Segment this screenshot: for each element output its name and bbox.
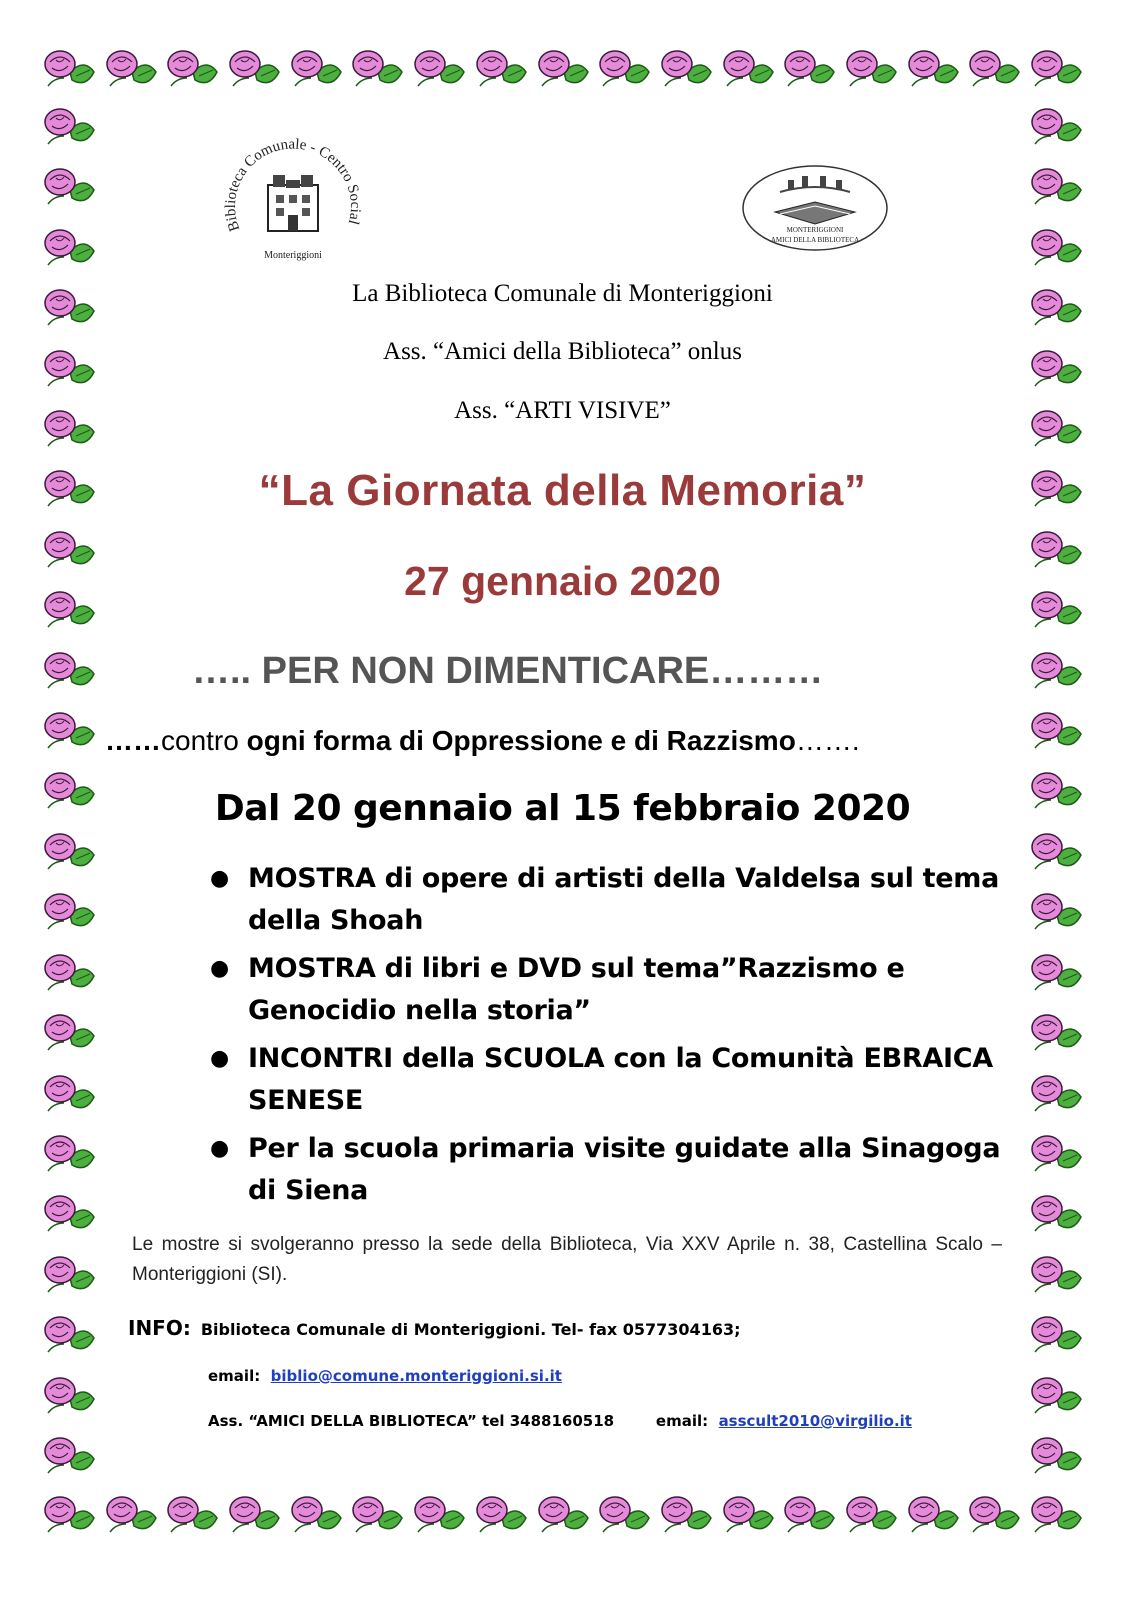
rose-icon (40, 42, 98, 98)
border-left (40, 100, 98, 1485)
association-contact-text: Ass. “AMICI DELLA BIBLIOTECA” tel 3488160518 (208, 1412, 615, 1430)
rose-icon (40, 100, 98, 156)
event-item-text: INCONTRI della SCUOLA con la Comunità EBRAICA SENESE (248, 1043, 993, 1116)
rose-icon (40, 342, 98, 398)
rose-icon (472, 1488, 530, 1544)
rose-icon (780, 42, 838, 98)
organizer-friends-association: Ass. “Amici della Biblioteca” onlus (383, 338, 742, 365)
rose-icon (1027, 1006, 1085, 1062)
rose-icon (40, 583, 98, 639)
rose-icon (163, 42, 221, 98)
library-email-link[interactable]: biblio@comune.monteriggioni.si.it (270, 1367, 562, 1385)
bullet-icon: ● (210, 1136, 229, 1161)
rose-icon (40, 1006, 98, 1062)
rose-icon (40, 764, 98, 820)
rose-icon (40, 644, 98, 700)
association-logo-text-bottom: AMICI DELLA BIBLIOTECA (770, 236, 860, 244)
slogan: ….. PER NON DIMENTICARE……… (192, 650, 824, 692)
rose-icon (40, 281, 98, 337)
rose-icon (1027, 1187, 1085, 1243)
rose-icon (595, 42, 653, 98)
exhibition-period: Dal 20 gennaio al 15 febbraio 2020 (214, 788, 911, 829)
rose-icon (1027, 402, 1085, 458)
rose-icon (40, 1488, 98, 1544)
rose-icon (40, 462, 98, 518)
rose-icon (40, 704, 98, 760)
rose-icon (410, 42, 468, 98)
rose-icon (225, 1488, 283, 1544)
association-contact-line (208, 1412, 912, 1430)
rose-icon (1027, 825, 1085, 881)
library-logo (218, 130, 368, 280)
bullet-icon: ● (210, 866, 229, 891)
venue-text: Le mostre si svolgeranno presso la sede della Biblioteca, Via XXV Aprile n. 38, Castellina Scalo – Monteriggioni (SI). (132, 1234, 1002, 1285)
rose-icon (40, 402, 98, 458)
rose-icon (1027, 764, 1085, 820)
against-line (105, 725, 860, 757)
rose-icon (534, 42, 592, 98)
against-dots-right: ……. (795, 725, 860, 756)
event-title: “La Giornata della Memoria” (258, 466, 867, 515)
rose-icon (1027, 583, 1085, 639)
rose-icon (1027, 342, 1085, 398)
rose-icon (965, 42, 1023, 98)
rose-icon (1027, 1067, 1085, 1123)
rose-icon (1027, 160, 1085, 216)
rose-icon (40, 1067, 98, 1123)
border-top (40, 42, 1085, 100)
rose-icon (657, 42, 715, 98)
rose-icon (102, 1488, 160, 1544)
rose-icon (40, 1308, 98, 1364)
against-strong-text: ogni forma di Oppressione e di Razzismo (238, 725, 796, 756)
rose-icon (40, 1429, 98, 1485)
rose-icon (719, 1488, 777, 1544)
rose-icon (40, 1187, 98, 1243)
rose-icon (287, 1488, 345, 1544)
rose-icon (287, 42, 345, 98)
rose-icon (40, 1127, 98, 1183)
library-logo-arc-text: Biblioteca Comunale - Centro Social (222, 136, 364, 234)
library-email-line (208, 1367, 562, 1385)
email-label: email: (655, 1412, 709, 1430)
rose-icon (842, 1488, 900, 1544)
rose-icon (1027, 100, 1085, 156)
bullet-icon: ● (210, 956, 229, 981)
rose-icon (719, 42, 777, 98)
rose-icon (40, 1248, 98, 1304)
rose-icon (40, 221, 98, 277)
rose-icon (1027, 462, 1085, 518)
library-logo-caption: Monteriggioni (264, 250, 322, 261)
event-list (210, 858, 1010, 1218)
email-label: email: (208, 1367, 261, 1385)
rose-icon (1027, 1488, 1085, 1544)
rose-icon (965, 1488, 1023, 1544)
list-item (210, 1128, 1010, 1212)
rose-icon (348, 1488, 406, 1544)
against-word: contro (161, 725, 239, 756)
event-item-text: Per la scuola primaria visite guidate alla Sinagoga di Siena (248, 1133, 1001, 1206)
association-email-link[interactable]: asscult2010@virgilio.it (718, 1412, 912, 1430)
list-item (210, 858, 1010, 942)
rose-icon (595, 1488, 653, 1544)
bullet-icon: ● (210, 1046, 229, 1071)
event-item-text: MOSTRA di libri e DVD sul tema”Razzismo e Genocidio nella storia” (248, 953, 905, 1026)
rose-icon (1027, 1369, 1085, 1425)
rose-icon (472, 42, 530, 98)
border-bottom (40, 1488, 1085, 1546)
rose-icon (40, 523, 98, 579)
rose-icon (40, 160, 98, 216)
rose-icon (1027, 523, 1085, 579)
info-text: Biblioteca Comunale di Monteriggioni. Tel- fax 0577304163; (200, 1320, 741, 1339)
rose-icon (1027, 946, 1085, 1002)
organizer-library: La Biblioteca Comunale di Monteriggioni (352, 280, 773, 307)
rose-icon (780, 1488, 838, 1544)
organizer-arti-visive: Ass. “ARTI VISIVE” (454, 397, 671, 424)
event-date: 27 gennaio 2020 (404, 558, 721, 604)
rose-icon (1027, 644, 1085, 700)
rose-icon (1027, 704, 1085, 760)
rose-icon (904, 1488, 962, 1544)
rose-icon (904, 42, 962, 98)
flyer-content (100, 110, 1025, 1480)
rose-icon (40, 1369, 98, 1425)
rose-icon (410, 1488, 468, 1544)
list-item (210, 1038, 1010, 1122)
rose-icon (534, 1488, 592, 1544)
against-dots-left: …… (105, 725, 161, 756)
rose-icon (1027, 1308, 1085, 1364)
rose-icon (842, 42, 900, 98)
rose-icon (40, 885, 98, 941)
rose-icon (1027, 42, 1085, 98)
rose-icon (1027, 221, 1085, 277)
rose-icon (225, 42, 283, 98)
association-logo-text-top: MONTERIGGIONI (786, 226, 844, 234)
rose-icon (1027, 1248, 1085, 1304)
rose-icon (1027, 1127, 1085, 1183)
rose-icon (348, 42, 406, 98)
rose-icon (657, 1488, 715, 1544)
castle-icon (268, 175, 318, 231)
border-right (1027, 100, 1085, 1485)
rose-icon (1027, 885, 1085, 941)
info-line (128, 1316, 740, 1340)
rose-icon (40, 946, 98, 1002)
rose-icon (102, 42, 160, 98)
list-item (210, 948, 1010, 1032)
rose-icon (163, 1488, 221, 1544)
rose-icon (40, 825, 98, 881)
rose-icon (1027, 281, 1085, 337)
rose-icon (1027, 1429, 1085, 1485)
association-logo (740, 162, 890, 254)
event-item-text: MOSTRA di opere di artisti della Valdelsa sul tema della Shoah (248, 863, 1000, 936)
info-label: INFO: (128, 1316, 191, 1340)
